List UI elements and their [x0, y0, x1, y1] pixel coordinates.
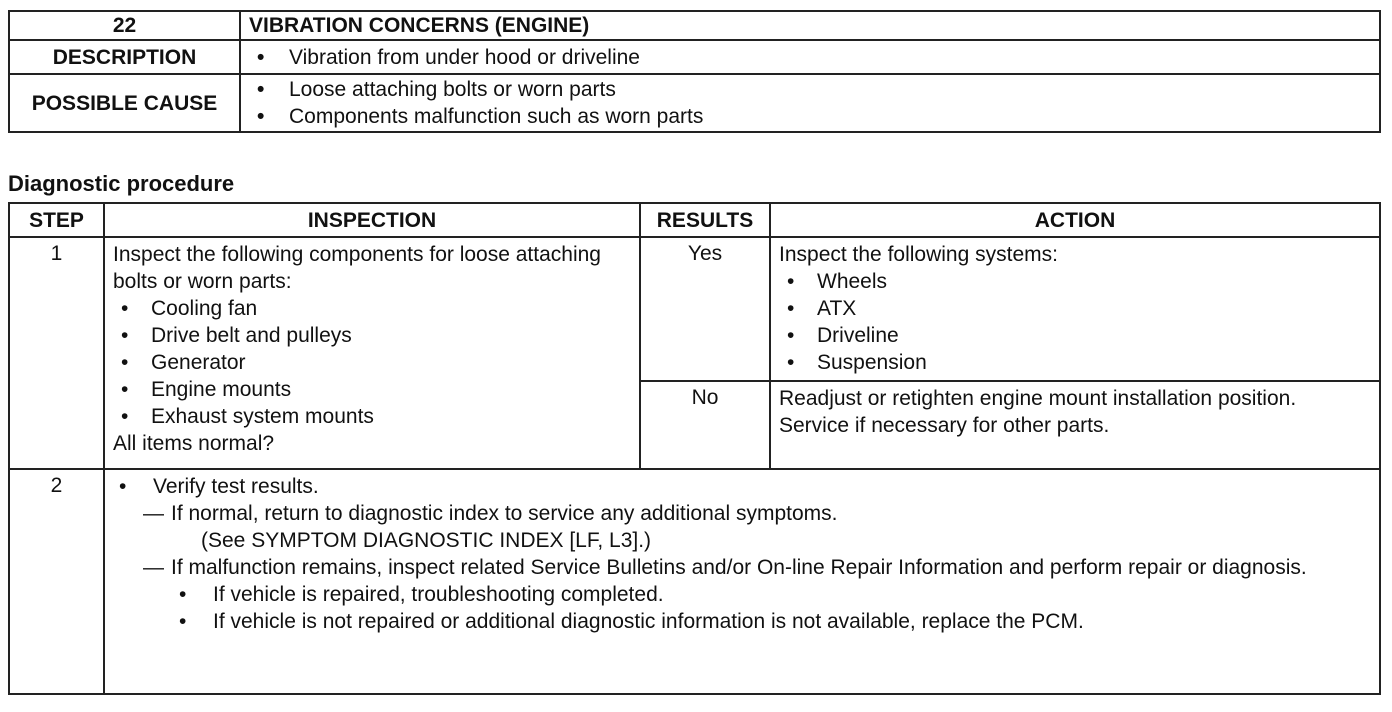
step2-sub-item: • If vehicle is not repaired or additional diagnostic information is not available, replace the PCM.	[179, 610, 1084, 633]
description-label: DESCRIPTION	[9, 40, 240, 74]
action-line: Service if necessary for other parts.	[779, 414, 1110, 437]
procedure-header-row	[9, 203, 1380, 237]
step-number: 1	[9, 237, 104, 469]
bullet-icon: •	[787, 270, 795, 293]
bullet-icon: •	[121, 351, 129, 374]
step2-sub-item: • If vehicle is repaired, troubleshooting completed.	[179, 583, 664, 606]
bullet-icon: •	[121, 324, 129, 347]
cause-item	[257, 103, 1379, 130]
column-header-results: RESULTS	[640, 203, 770, 237]
step2-dash-item: — If normal, return to diagnostic index to service any additional symptoms.	[143, 502, 838, 525]
cause-item	[257, 76, 1379, 103]
cause-item-text: Components malfunction such as worn parts	[289, 105, 704, 128]
step2-row	[9, 469, 1380, 694]
section-heading: Diagnostic procedure	[8, 171, 235, 196]
action-item: • Driveline	[787, 324, 899, 347]
bullet-icon: •	[787, 297, 795, 320]
inspection-intro: Inspect the following components for loose attaching bolts or worn parts:	[113, 243, 601, 293]
step-number: 2	[9, 469, 104, 694]
bullet-icon: •	[257, 105, 265, 128]
action-intro: Inspect the following systems:	[779, 243, 1058, 266]
column-header-step: STEP	[9, 203, 104, 237]
action-item: • ATX	[787, 297, 857, 320]
step1-yes-row	[9, 237, 1380, 381]
action-item: • Suspension	[787, 351, 927, 374]
procedure-table	[8, 202, 1381, 695]
step2-note: (See SYMPTOM DIAGNOSTIC INDEX [LF, L3].)	[201, 529, 652, 552]
inspection-item: • Exhaust system mounts	[121, 405, 374, 428]
step2-dash-item: — If malfunction remains, inspect related Service Bulletins and/or On-line Repair Information and perform repair or diagnosis.	[143, 556, 1307, 579]
bullet-icon: •	[179, 610, 187, 633]
result-no: No	[640, 381, 770, 469]
possible-cause-label: POSSIBLE CAUSE	[9, 74, 240, 132]
cause-item-text: Loose attaching bolts or worn parts	[289, 78, 616, 101]
possible-cause-body	[240, 74, 1380, 132]
bullet-icon: •	[787, 351, 795, 374]
inspection-item: • Generator	[121, 351, 246, 374]
inspection-item: • Engine mounts	[121, 378, 292, 401]
bullet-icon: •	[121, 378, 129, 401]
dash-icon: —	[143, 556, 164, 579]
step1-inspection	[104, 237, 640, 469]
step2-body	[104, 469, 1380, 694]
header-table	[8, 10, 1381, 133]
concern-title: VIBRATION CONCERNS (ENGINE)	[240, 11, 1380, 40]
bullet-icon: •	[121, 405, 129, 428]
bullet-icon: •	[121, 297, 129, 320]
description-item	[257, 44, 1379, 71]
column-header-action: ACTION	[770, 203, 1380, 237]
step2-main-bullet: • Verify test results.	[119, 475, 319, 498]
inspection-item: • Cooling fan	[121, 297, 258, 320]
dash-icon: —	[143, 502, 164, 525]
bullet-icon: •	[257, 78, 265, 101]
description-item-text: Vibration from under hood or driveline	[289, 45, 640, 69]
bullet-icon: •	[787, 324, 795, 347]
concern-number: 22	[9, 11, 240, 40]
action-no	[770, 381, 1380, 469]
column-header-inspection: INSPECTION	[104, 203, 640, 237]
inspection-question: All items normal?	[113, 432, 275, 455]
action-line: Readjust or retighten engine mount installation position.	[779, 387, 1297, 410]
description-body	[240, 40, 1380, 74]
bullet-icon: •	[257, 45, 265, 69]
action-item: • Wheels	[787, 270, 888, 293]
inspection-item: • Drive belt and pulleys	[121, 324, 352, 347]
bullet-icon: •	[179, 583, 187, 606]
action-yes	[770, 237, 1380, 381]
bullet-icon: •	[119, 475, 127, 498]
result-yes: Yes	[640, 237, 770, 381]
